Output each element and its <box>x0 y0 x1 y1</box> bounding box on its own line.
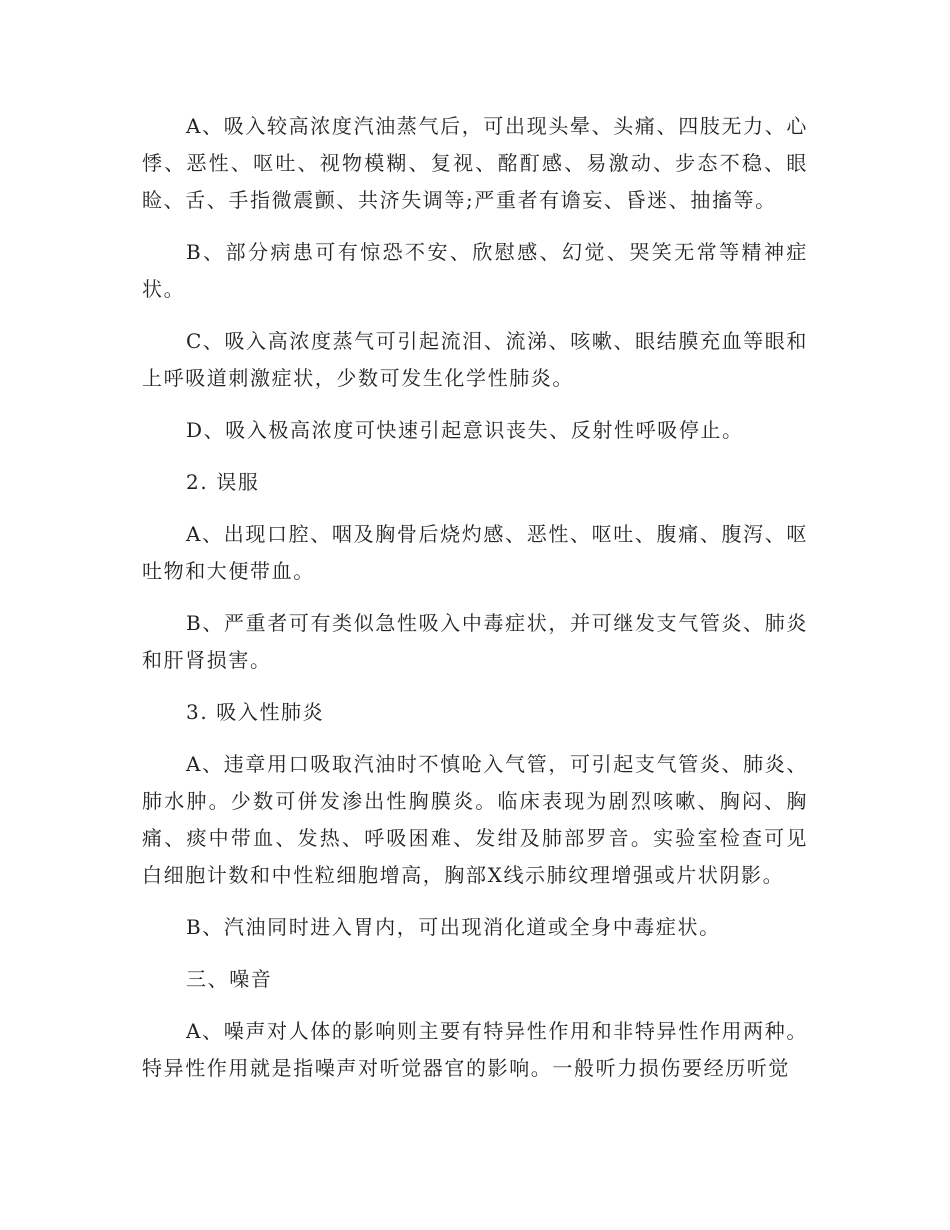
paragraph-inhalation-d: D、吸入极高浓度可快速引起意识丧失、反射性呼吸停止。 <box>186 418 744 442</box>
paragraph-noise-a: A、噪声对人体的影响则主要有特异性作用和非特异性作用两种。特异性作用就是指噪声对听觉器官的影响。一般听力损伤要经历听觉 <box>142 1019 808 1080</box>
paragraph-ingestion-a: A、出现口腔、咽及胸骨后烧灼感、恶性、呕吐、腹痛、腹泻、呕吐物和大便带血。 <box>142 522 808 583</box>
section-heading-aspiration-pneumonia: 3. 吸入性肺炎 <box>186 700 325 724</box>
paragraph-aspiration-b: B、汽油同时进入胃内，可出现消化道或全身中毒症状。 <box>186 915 721 939</box>
section-heading-noise: 三、噪音 <box>186 967 273 991</box>
paragraph-inhalation-b: B、部分病患可有惊恐不安、欣慰感、幻觉、哭笑无常等精神症状。 <box>142 240 808 301</box>
document-body <box>142 108 808 1102</box>
paragraph-ingestion-b: B、严重者可有类似急性吸入中毒症状，并可继发支气管炎、肺炎和肝肾损害。 <box>142 611 808 672</box>
paragraph-aspiration-a: A、违章用口吸取汽油时不慎呛入气管，可引起支气管炎、肺炎、肺水肿。少数可併发渗出性胸膜炎。临床表现为剧烈咳嗽、胸闷、胸痛、痰中带血、发热、呼吸困难、发绀及肺部罗音。实验室检查可见白细胞计数和中性粒细胞增高，胸部X线示肺纹理增强或片状阴影。 <box>142 752 808 887</box>
section-heading-ingestion: 2. 误服 <box>186 470 260 494</box>
paragraph-inhalation-c: C、吸入高浓度蒸气可引起流泪、流涕、咳嗽、眼结膜充血等眼和上呼吸道刺激症状，少数可发生化学性肺炎。 <box>142 329 808 390</box>
paragraph-inhalation-a: A、吸入较高浓度汽油蒸气后，可出现头晕、头痛、四肢无力、心悸、恶性、呕吐、视物模糊、复视、酩酊感、易激动、步态不稳、眼睑、舌、手指微震颤、共济失调等;严重者有谵妄、昏迷、抽搐等。 <box>142 114 808 212</box>
